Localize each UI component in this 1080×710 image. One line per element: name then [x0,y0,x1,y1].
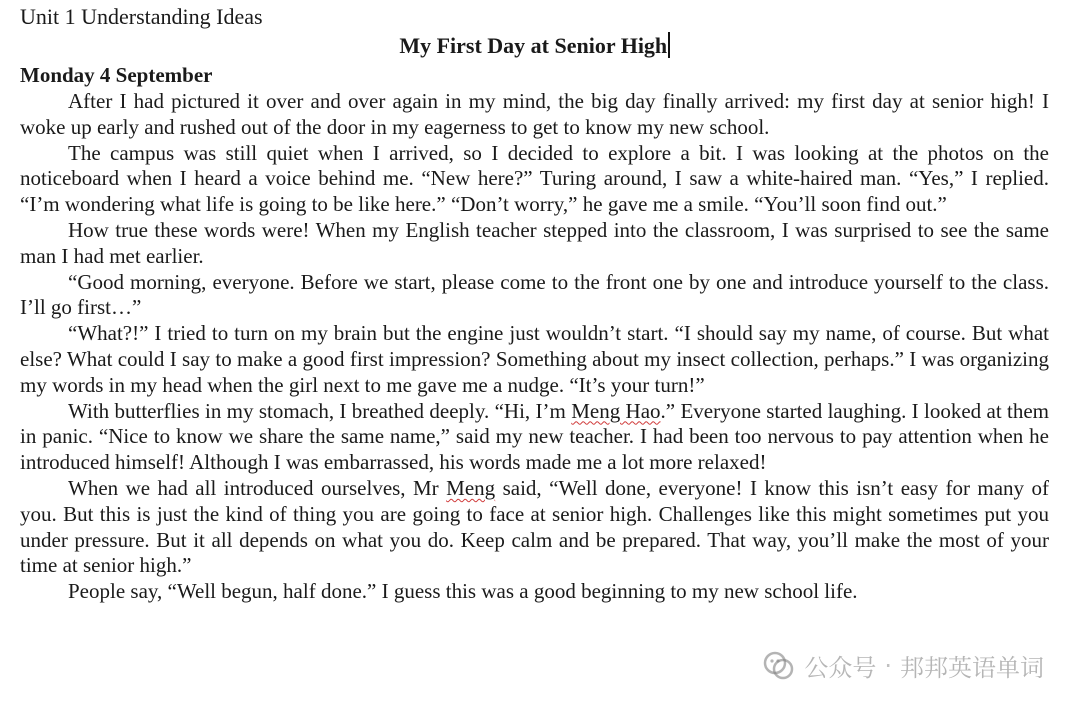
paragraph-6-start: With butterflies in my stomach, I breathed deeply. “Hi, I’m [68,398,572,423]
unit-title: Unit 1 Understanding Ideas [20,4,263,29]
paragraph-3: How true these words were! When my English teacher stepped into the classroom, I was surprised to see the same man I had met earlier. [20,217,1049,268]
text-cursor [668,32,670,58]
paragraph-8: People say, “Well begun, half done.” I guess this was a good beginning to my new school life. [68,579,858,604]
document-page [20,0,1049,605]
diary-date: Monday 4 September [20,63,213,87]
watermark-account-name: 邦邦英语单词 [900,654,1044,682]
spellcheck-flagged-word[interactable]: Meng [446,475,496,500]
document-title [20,31,1049,61]
paragraph-4: “Good morning, everyone. Before we start, please come to the front one by one and introduce yourself to the class. I’ll go first…” [20,269,1049,320]
document-title-text: My First Day at Senior High [399,33,668,58]
paragraph-6-end: .” Everyone started laughing. I looked at them in panic. “Nice to know we share the same name,” said my new teacher. I had been too nervous to pay attention when he introduced himself! Although I was embarrassed, his words made me a lot more relaxed! [20,398,1049,475]
wechat-icon [762,649,796,683]
paragraph-7 [20,476,1049,579]
paragraph-7-end: said, “Well done, everyone! I know this isn’t easy for many of you. But this is just the kind of thing you are going to face at senior high. Challenges like this might sometimes put you under pressure. But it all depends on what you do. Keep calm and be prepared. That way, you’ll make the most of your time at senior high.” [20,475,1049,578]
watermark-separator: · [884,651,892,680]
wechat-watermark [762,648,1044,683]
paragraph-1: After I had pictured it over and over again in my mind, the big day finally arrived: my first day at senior high! I woke up early and rushed out of the door in my eagerness to get to know my new school. [20,89,1049,139]
spellcheck-flagged-word[interactable]: Meng Hao [571,398,661,423]
paragraph-5: “What?!” I tried to turn on my brain but the engine just wouldn’t start. “I should say my name, of course. But what else? What could I say to make a good first impression? Something about my insect collection, perhaps.” I was organizing my words in my head when the girl next to me gave me a nudge. “It’s your turn!” [20,321,1049,397]
paragraph-7-start: When we had all introduced ourselves, Mr [68,475,447,500]
paragraph-6 [20,399,1049,476]
paragraph-2: The campus was still quiet when I arrived, so I decided to explore a bit. I was looking at the photos on the noticeboard when I heard a voice behind me. “New here?” Turing around, I saw a white-haired man. “Yes,” I replied. “I’m wondering what life is going to be like here.” “Don’t worry,” he gave me a smile. “You’ll soon find out.” [20,140,1049,217]
watermark-label: 公众号 [804,654,877,682]
